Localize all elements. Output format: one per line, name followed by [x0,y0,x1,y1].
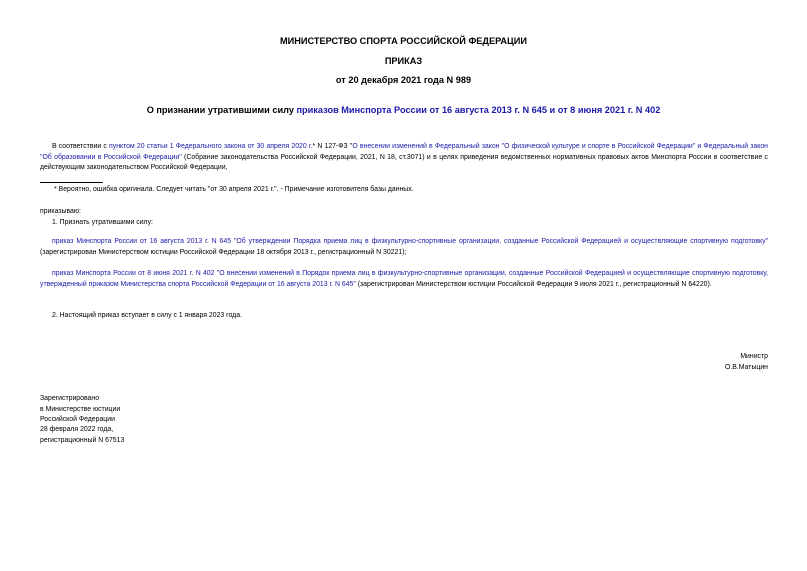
preamble-amendment-link[interactable]: О внесении изменений в Федеральный закон "О физической культуре и спорте в Российской Федерации" и Федеральный закон "Об образовании в Российской Федерации" [40,143,768,161]
signature-name: О.В.Матыцин [725,364,768,371]
doc-type-heading: ПРИКАЗ [384,56,423,66]
document-title [0,105,807,115]
signature-position: Министр [740,353,768,360]
preamble-paragraph [40,142,768,174]
registration-line-4: 28 февраля 2022 года, [40,426,114,433]
date-number-heading: от 20 декабря 2021 года N 989 [335,75,472,85]
registration-line-2: в Министерстве юстиции [40,406,121,413]
item-2: 2. Настоящий приказ вступает в силу с 1 января 2023 года. [52,312,242,319]
sub-item-1-link[interactable]: приказ Минспорта России от 16 августа 2013 г. N 645 "Об утверждении Порядка приема лиц в физкультурно-спортивные организации, созданные Российской Федерацией и осуществляющие спортивную подготовку" [52,238,768,245]
registration-line-3: Российской Федерации [40,416,115,423]
sub-item-1-text: (зарегистрирован Министерством юстиции Российской Федерации 18 октября 2013 г., регистрационный N 30221); [40,248,407,256]
preamble-text-1: В соответствии с [52,143,110,150]
footnote-divider [40,182,103,183]
ministry-heading: МИНИСТЕРСТВО СПОРТА РОССИЙСКОЙ ФЕДЕРАЦИИ [280,36,527,46]
registration-line-1: Зарегистрировано [40,395,100,402]
sub-item-2-text: (зарегистрирован Министерством юстиции Российской Федерации 9 июля 2021 г., регистрационный N 64220). [355,280,712,288]
sub-item-2 [40,269,768,290]
preamble-text-2: * N 127-ФЗ " [312,143,353,150]
item-1: 1. Признать утратившими силу: [52,219,153,226]
sub-item-2-link[interactable]: приказ Минспорта России от 8 июня 2021 г. N 402 "О внесении изменений в Порядок приема лиц в физкультурно-спортивные организации, созданные Российской Федерацией и осуществляющие спортивную подготовку, утвержденный приказом Министерства спорта Российской Федерации от 16 августа 2013 г. N 645" [40,270,768,288]
title-prefix: О признании утратившими силу [146,105,297,115]
sub-item-1 [40,237,768,258]
order-word: приказываю: [40,208,81,215]
preamble-law-link[interactable]: пунктом 20 статьи 1 Федерального закона от 30 апреля 2020 г. [109,143,313,150]
title-link[interactable]: приказов Минспорта России от 16 августа 2013 г. N 645 и от 8 июня 2021 г. N 402 [296,105,661,115]
registration-line-5: регистрационный N 67513 [40,437,125,444]
preamble-text-3: (Собрание законодательства Российской Федерации, 2021, N 18, ст.3071) и в целях приведения ведомственных нормативных правовых актов Минспорта России в соответствие с действующим законодательством Российской Федерации, [40,153,768,171]
footnote: * Вероятно, ошибка оригинала. Следует читать "от 30 апреля 2021 г.". - Примечание изготовителя базы данных. [54,186,414,193]
